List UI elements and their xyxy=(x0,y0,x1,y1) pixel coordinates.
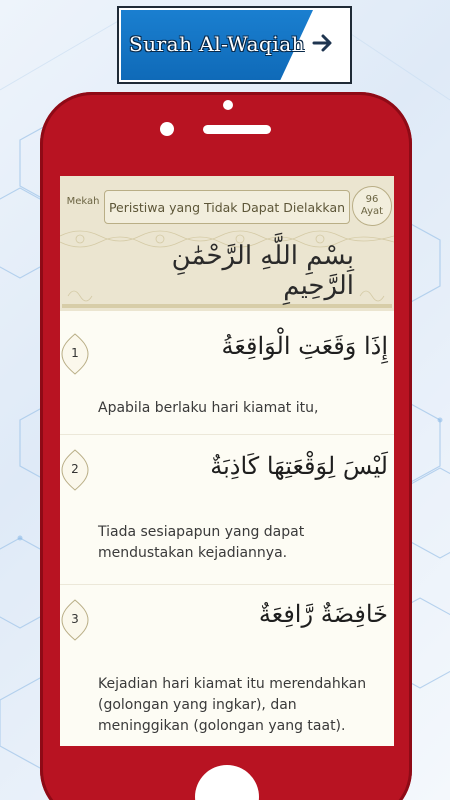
surah-title: Surah Al-Waqiah xyxy=(129,32,306,56)
verse-divider xyxy=(60,584,394,585)
ayat-count-badge xyxy=(352,186,392,226)
verse-divider xyxy=(60,434,394,435)
ayah-number-badge xyxy=(60,448,90,492)
surah-title-banner[interactable] xyxy=(117,6,352,84)
ayat-label: Ayat xyxy=(360,206,384,217)
ayah-number: 1 xyxy=(71,346,79,360)
ayah-number-badge xyxy=(60,332,90,376)
revelation-place: Mekah xyxy=(66,196,100,207)
phone-front-camera xyxy=(160,122,174,136)
ayah-arabic-text: إِذَا وَقَعَتِ الْوَاقِعَةُ xyxy=(221,332,388,360)
ayah-number: 3 xyxy=(71,612,79,626)
arrow-right-icon[interactable] xyxy=(310,30,336,56)
ayah-translation: Kejadian hari kiamat itu merendahkan (golongan yang ingkar), dan meninggikan (golongan yang taat). xyxy=(98,676,367,734)
phone-speaker xyxy=(203,125,271,134)
ayah-number: 2 xyxy=(71,462,79,476)
app-screen xyxy=(60,176,394,746)
ayat-count: 96 xyxy=(365,194,379,205)
ayah-translation: Apabila berlaku hari kiamat itu, xyxy=(98,400,319,416)
ayah-arabic-text: لَيْسَ لِوَقْعَتِهَا كَاذِبَةٌ xyxy=(210,452,388,480)
basmalah: بِسْمِ اللَّهِ الرَّحْمَٰنِ الرَّحِيمِ xyxy=(171,241,354,301)
surah-header xyxy=(60,176,394,311)
surah-subtitle: Peristiwa yang Tidak Dapat Dielakkan xyxy=(104,190,350,224)
phone-sensor-dot xyxy=(223,100,233,110)
ayah-arabic-text: خَافِضَةٌ رَّافِعَةٌ xyxy=(258,600,388,628)
ayah-translation: Tiada sesiapapun yang dapat mendustakan kejadiannya. xyxy=(98,524,305,561)
phone-home-button[interactable] xyxy=(195,765,259,800)
ayah-number-badge xyxy=(60,598,90,642)
